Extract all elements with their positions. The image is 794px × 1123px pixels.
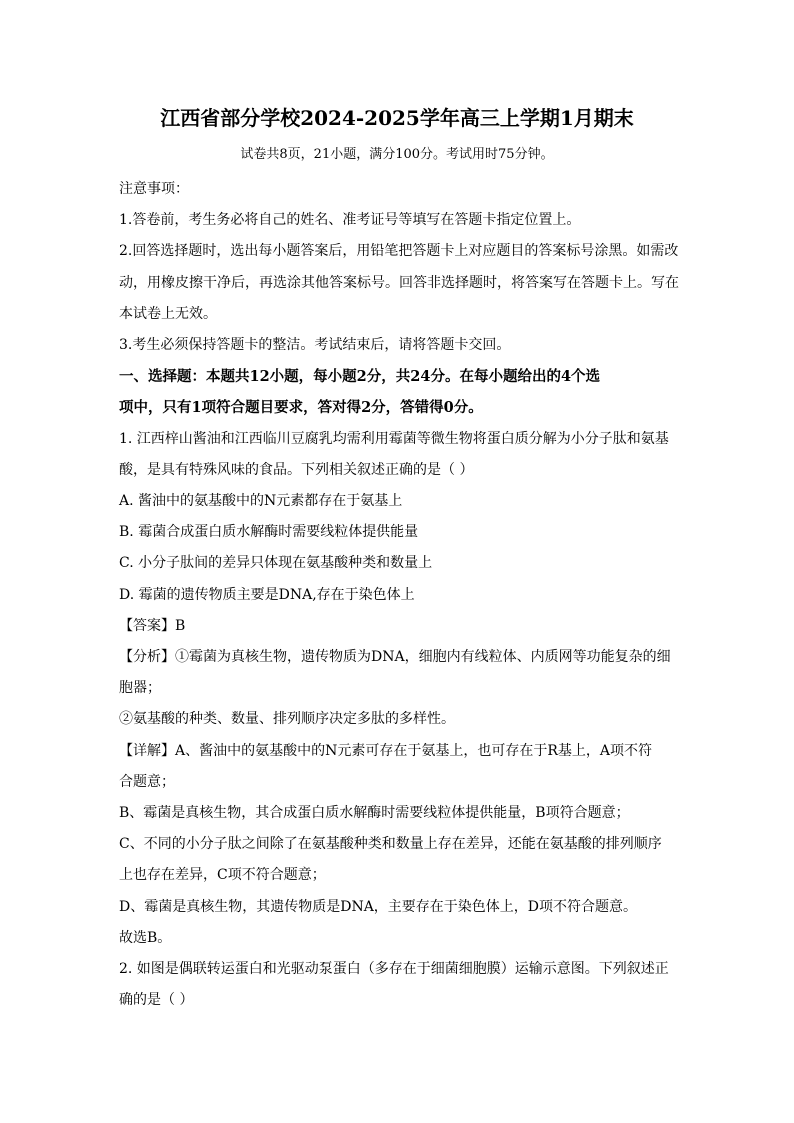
question-1-detail-a-line-1: 【详解】A、酱油中的氨基酸中的N元素可存在于氨基上，也可存在于R基上，A项不符 xyxy=(119,742,653,759)
question-1-detail-c-line-2: 上也存在差异，C项不符合题意； xyxy=(119,867,326,884)
notes-item-2-line-2: 动，用橡皮擦干净后，再选涂其他答案标号。回答非选择题时，将答案写在答题卡上。写在 xyxy=(119,274,679,291)
notes-heading: 注意事项： xyxy=(119,181,189,197)
question-1-stem-line-2: 酸，是具有特殊风味的食品。下列相关叙述正确的是（ ） xyxy=(119,461,474,478)
question-1-answer: 【答案】B xyxy=(119,617,186,634)
exam-body xyxy=(119,174,679,1016)
question-1-detail-d: D、霉菌是真核生物，其遗传物质是DNA，主要存在于染色体上，D项不符合题意。 xyxy=(119,898,638,915)
notes-item-1: 1.答卷前，考生务必将自己的姓名、准考证号等填写在答题卡指定位置上。 xyxy=(119,212,581,229)
question-1-option-b: B. 霉菌合成蛋白质水解酶时需要线粒体提供能量 xyxy=(119,524,419,541)
question-1-detail-c-line-1: C、不同的小分子肽之间除了在氨基酸种类和数量上存在差异，还能在氨基酸的排列顺序 xyxy=(119,836,662,853)
question-1-detail-b: B、霉菌是真核生物，其合成蛋白质水解酶时需要线粒体提供能量，B项符合题意； xyxy=(119,805,630,822)
notes-item-2-line-3: 本试卷上无效。 xyxy=(119,305,217,322)
question-1-stem-line-1: 1. 江西梓山酱油和江西临川豆腐乳均需利用霉菌等微生物将蛋白质分解为小分子肽和氨基 xyxy=(119,430,669,447)
section-heading-line-2: 项中，只有1项符合题目要求，答对得2分，答错得0分。 xyxy=(119,399,483,417)
page-title: 江西省部分学校2024-2025学年高三上学期1月期末 xyxy=(160,106,634,130)
exam-info: 试卷共8页，21小题，满分100分。考试用时75分钟。 xyxy=(240,147,554,162)
notes-item-3: 3.考生必须保持答题卡的整洁。考试结束后，请将答题卡交回。 xyxy=(119,337,511,354)
section-heading-line-1: 一、选择题：本题共12小题，每小题2分，共24分。在每小题给出的4个选 xyxy=(119,368,601,386)
notes-item-2-line-1: 2.回答选择题时，选出每小题答案后，用铅笔把答题卡上对应题目的答案标号涂黑。如需改 xyxy=(119,243,679,260)
question-1-option-d: D. 霉菌的遗传物质主要是DNA,存在于染色体上 xyxy=(119,586,415,603)
question-2-stem-line-2: 确的是（ ） xyxy=(119,992,194,1009)
question-1-detail-a-line-2: 合题意； xyxy=(119,773,175,790)
question-1-analysis-line-2: 胞器； xyxy=(119,680,161,697)
question-1-conclusion: 故选B。 xyxy=(119,929,172,946)
question-2-stem-line-1: 2. 如图是偶联转运蛋白和光驱动泵蛋白（多存在于细菌细胞膜）运输示意图。下列叙述正 xyxy=(119,961,669,978)
question-1-analysis-line-3: ②氨基酸的种类、数量、排列顺序决定多肽的多样性。 xyxy=(119,711,455,728)
question-1-analysis-line-1: 【分析】①霉菌为真核生物，遗传物质为DNA，细胞内有线粒体、内质网等功能复杂的细 xyxy=(119,649,671,666)
question-1-option-c: C. 小分子肽间的差异只体现在氨基酸种类和数量上 xyxy=(119,555,433,572)
question-1-option-a: A. 酱油中的氨基酸中的N元素都存在于氨基上 xyxy=(119,493,403,510)
